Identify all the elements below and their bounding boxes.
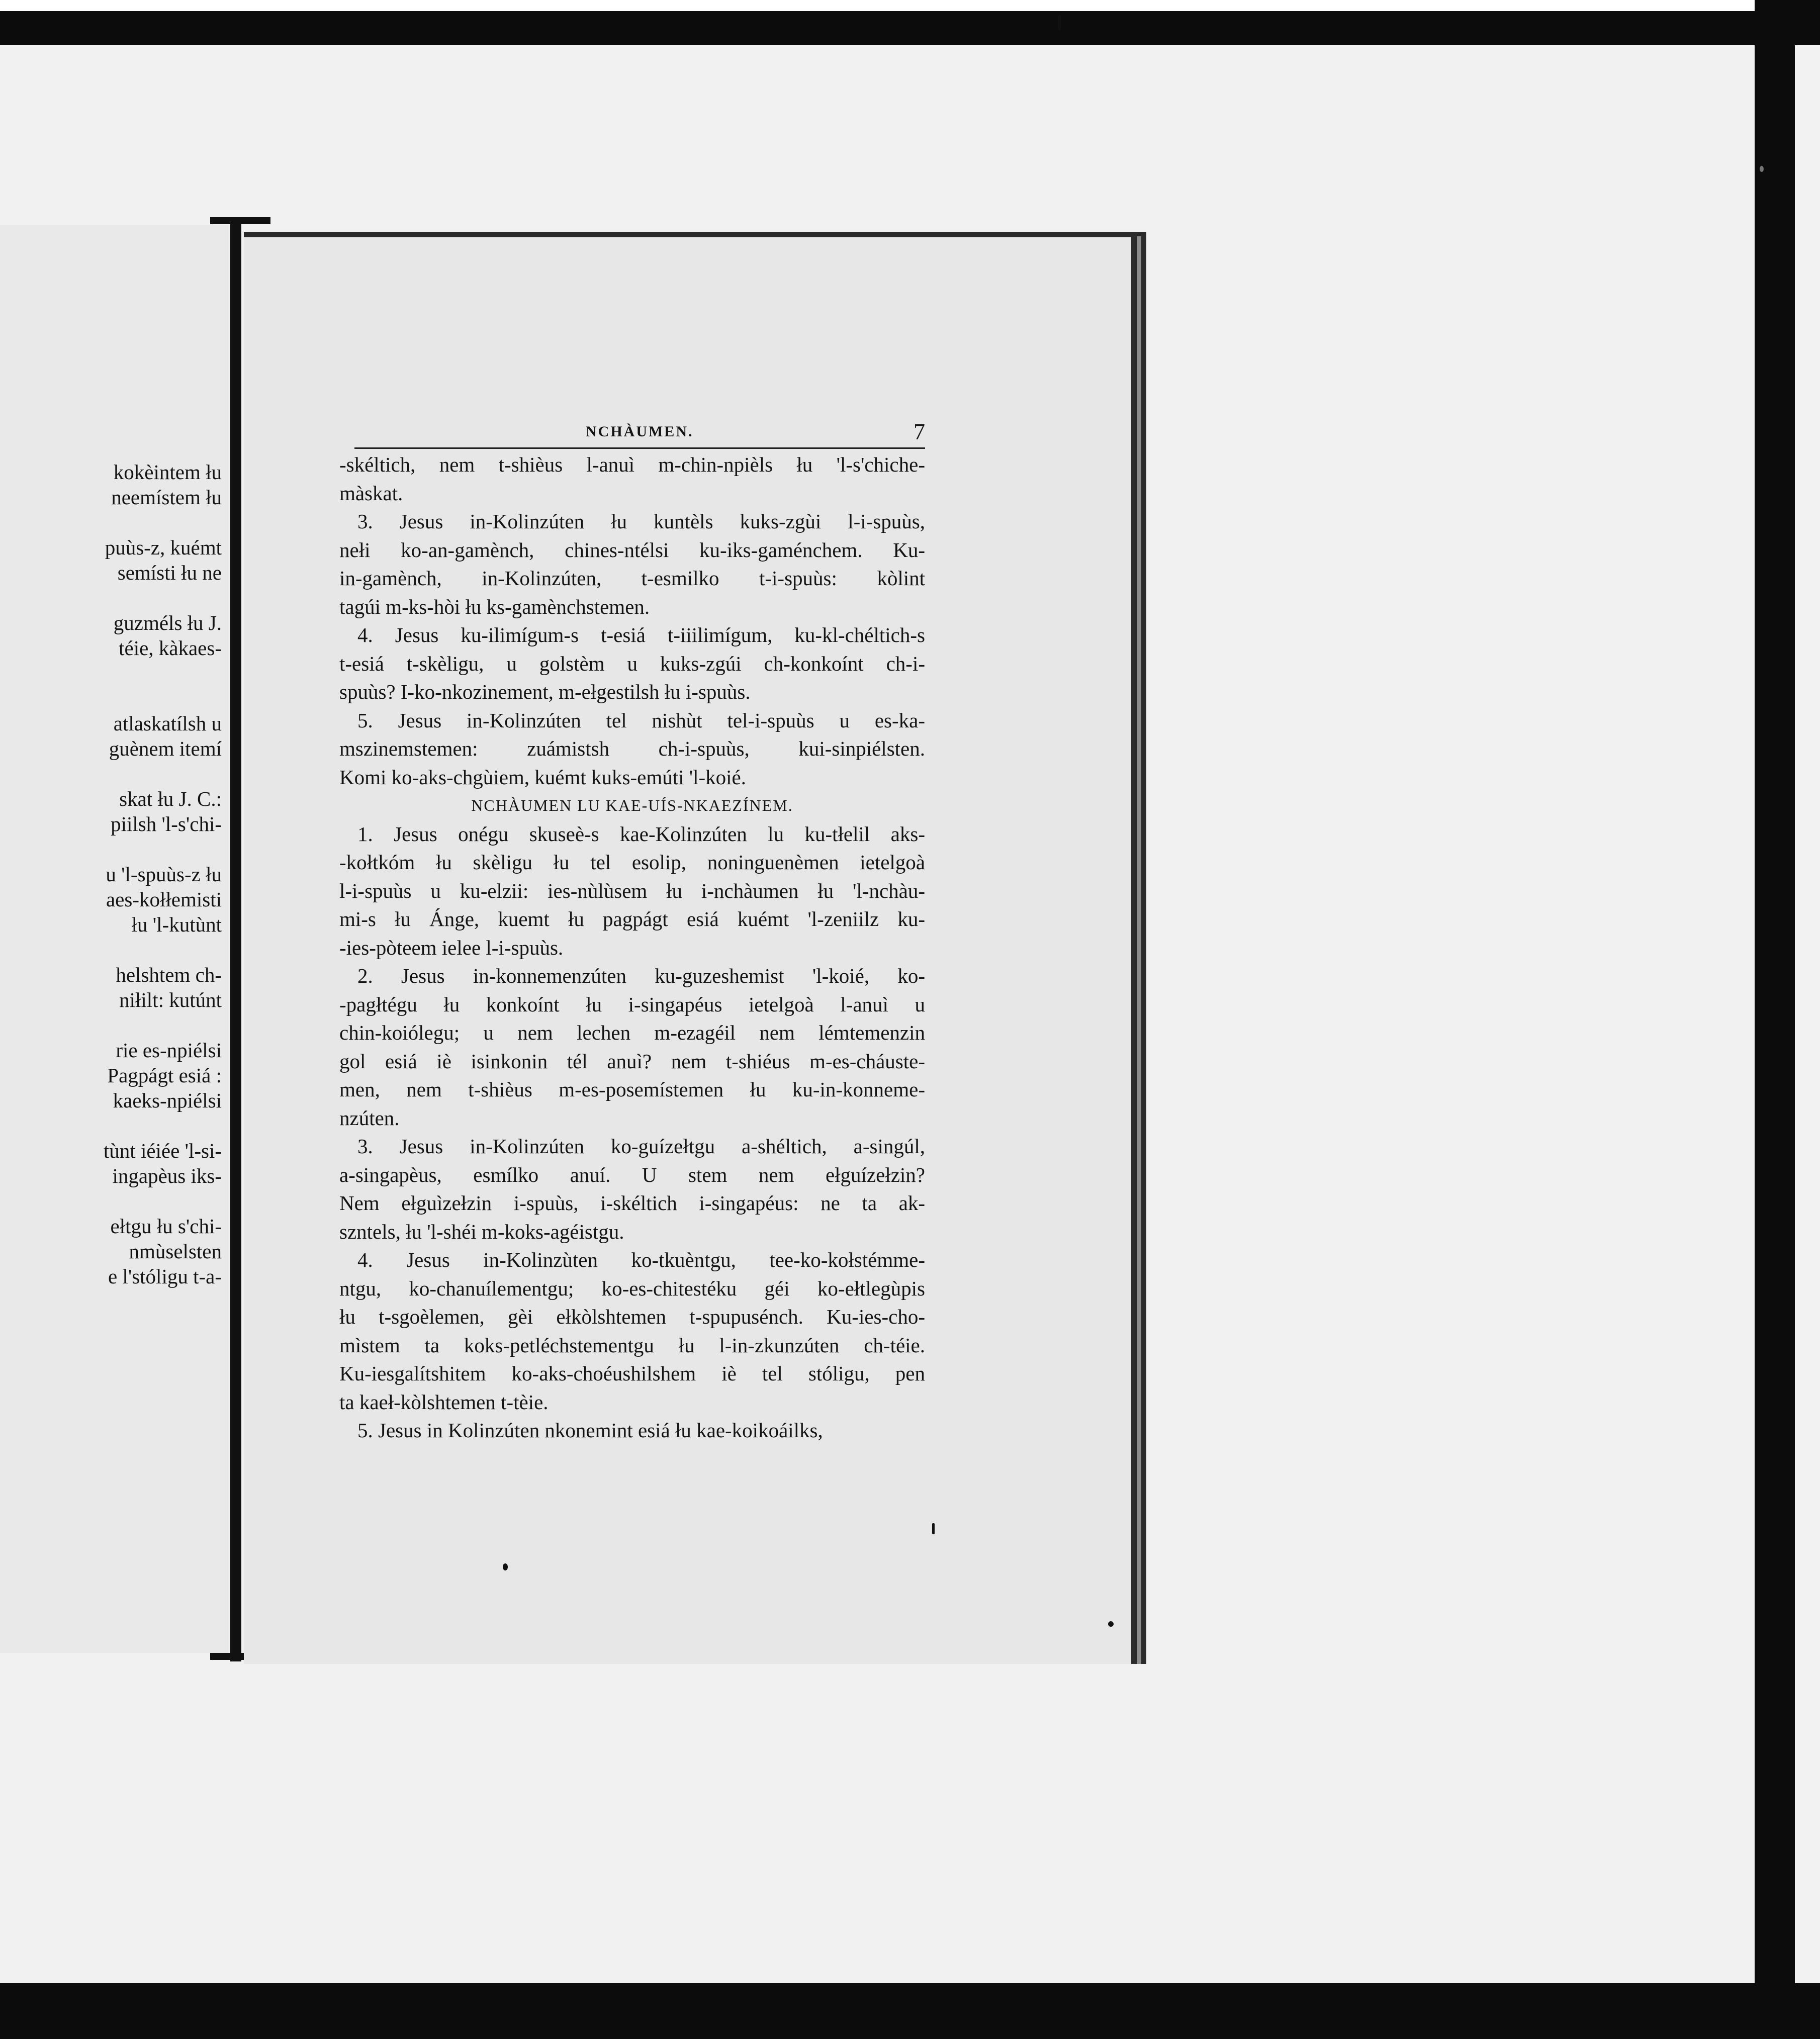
text-line: in-gamènch, in-Kolinzúten, t-esmilko t-i-spuùs: kòlint	[339, 567, 925, 590]
text-line: -ies-pòteem ielee l-i-spuùs.	[339, 936, 564, 959]
text-line: gol esiá iè isinkonin tél anuì? nem t-shiéus m-es-cháuste-	[339, 1049, 925, 1073]
left-page-text-line: guzméls łu J.	[113, 611, 222, 634]
text-line: màskat.	[339, 481, 403, 505]
text-line: 1. Jesus onégu skuseè-s kae-Kolinzúten lu ku-tłelil aks-	[357, 822, 925, 846]
left-page-text-line: semísti łu ne	[117, 561, 222, 584]
text-line: -kołtkóm łu skèligu łu tel esolip, noninguenèmen ietelgoà	[339, 851, 925, 874]
text-line: 2. Jesus in-konnemenzúten ku-guzeshemist 'l-koié, ko-	[357, 964, 925, 987]
left-page-text-line: atlaskatílsh u	[113, 712, 222, 735]
text-line: Ku-iesgalítshitem ko-aks-choéushilshem iè tel stóligu, pen	[339, 1362, 925, 1385]
left-page-text-line: téie, kàkaes-	[119, 636, 222, 660]
left-page-text-line: skat łu J. C.:	[119, 787, 222, 810]
text-line: l-i-spuùs u ku-elzii: ies-nùlùsem łu i-nchàumen łu 'l-nchàu-	[339, 879, 925, 902]
dust-speck	[1058, 15, 1061, 30]
left-page-text-line: niłilt: kutúnt	[119, 988, 222, 1011]
text-line: a-singapèus, esmílko anuí. U stem nem ełguízełzin?	[339, 1163, 925, 1186]
text-line: 5. Jesus in Kolinzúten nkonemint esiá łu kae-koikoáilks,	[357, 1419, 823, 1442]
left-page-text-line: ingapèus iks-	[112, 1164, 222, 1187]
page-header	[354, 419, 925, 449]
left-page-text-line: ełtgu łu s'chi-	[110, 1215, 222, 1238]
text-line: -pagłtégu łu konkoínt łu i-singapéus ietelgoà l-anuì u	[339, 992, 925, 1016]
text-line: 5. Jesus in-Kolinzúten tel nishùt tel-i-spuùs u es-ka-	[357, 708, 925, 732]
text-line: 4. Jesus in-Kolinzùten ko-tkuèntgu, tee-ko-kołstémme-	[357, 1248, 925, 1271]
text-line: 3. Jesus in-Kolinzúten łu kuntèls kuks-zgùi l-i-spuùs,	[357, 510, 925, 533]
text-line: spuùs? I-ko-nkozinement, m-ełgestilsh łu i-spuùs.	[339, 680, 751, 703]
left-page-text-line: neemístem łu	[111, 486, 222, 509]
film-border-bottom	[0, 1983, 1820, 2039]
left-page-text-line: Pagpágt esiá :	[107, 1064, 222, 1087]
left-page-text-line: u 'l-spuùs-z łu	[106, 863, 222, 886]
text-line: Nem ełguìzełzin i-spuùs, i-skéltich i-singapéus: ne ta ak-	[339, 1191, 925, 1215]
film-border-right-edge	[1795, 45, 1820, 1983]
text-line: mszinemstemen: zuámistsh ch-i-spuùs, kui-sinpiélsten.	[339, 737, 925, 760]
left-page-text-line: e l'stóligu t-a-	[108, 1265, 222, 1288]
left-page-text-line: łu 'l-kutùnt	[131, 913, 222, 936]
text-line: łu t-sgoèlemen, gèi ełkòlshtemen t-spupusénch. Ku-ies-cho-	[339, 1305, 925, 1328]
left-page-text-line: puùs-z, kuémt	[105, 536, 222, 559]
text-line: nzúten.	[339, 1106, 400, 1130]
text-line: nełi ko-an-gamènch, chines-ntélsi ku-iks-gaménchem. Ku-	[339, 538, 925, 562]
text-line: chin-koiólegu; u nem lechen m-ezagéil nem lémtemenzin	[339, 1021, 925, 1044]
left-page-text-line: aes-kołłemisti	[106, 888, 222, 911]
left-page-text-line: helshtem ch-	[116, 963, 222, 986]
running-head: NCHÀUMEN.	[586, 423, 694, 440]
dust-speck	[1108, 1621, 1114, 1627]
text-line: 4. Jesus ku-ilimígum-s t-esiá t-iiilimígum, ku-kl-chéltich-s	[357, 623, 925, 646]
text-line: ntgu, ko-chanuílementgu; ko-es-chitestéku géi ko-ełtlegùpis	[339, 1276, 925, 1300]
text-line: szntels, łu 'l-shéi m-koks-agéistgu.	[339, 1220, 624, 1243]
text-line: mi-s łu Ánge, kuemt łu pagpágt esiá kuémt 'l-zeniilz ku-	[339, 907, 925, 931]
left-page-text-line: tùnt iéiée 'l-si-	[103, 1139, 222, 1162]
left-page-text-line: nmùselsten	[129, 1240, 222, 1263]
dust-speck	[1760, 166, 1764, 172]
dust-speck	[932, 1523, 935, 1534]
text-line: tagúi m-ks-hòi łu ks-gamènchstemen.	[339, 595, 650, 618]
page-top-edge	[244, 232, 1146, 237]
dust-speck	[503, 1563, 508, 1570]
text-line: t-esiá t-skèligu, u golstèm u kuks-zgúi ch-konkoínt ch-i-	[339, 652, 925, 675]
text-line: -skéltich, nem t-shièus l-anuì m-chin-npièls łu 'l-s'chiche-	[339, 453, 925, 476]
text-line: 3. Jesus in-Kolinzúten ko-guízełtgu a-shéltich, a-singúl,	[357, 1135, 925, 1158]
left-page-text-line: kaeks-npiélsi	[113, 1089, 222, 1112]
section-heading: NCHÀUMEN LU KAE-UÍS-NKAEZÍNEM.	[471, 796, 793, 814]
left-page	[0, 225, 229, 1653]
text-line: ta kaeł-kòlshtemen t-tèie.	[339, 1390, 549, 1414]
left-page-text-line: guènem itemí	[109, 737, 222, 760]
left-page-text-line: kokèintem łu	[113, 460, 222, 484]
page-body	[339, 450, 925, 1445]
text-line: mìstem ta koks-petléchstementgu łu l-in-zkunzúten ch-téie.	[339, 1333, 925, 1357]
text-line: Komi ko-aks-chgùiem, kuémt kuks-emúti 'l-koié.	[339, 765, 747, 789]
left-page-text-line: rie es-npiélsi	[116, 1039, 222, 1062]
text-line: men, nem t-shièus m-es-posemístemen łu ku-in-konneme-	[339, 1078, 925, 1101]
book-spine	[230, 221, 241, 1661]
left-page-text-line: piilsh 'l-s'chi-	[111, 812, 222, 836]
page-stack-edge-highlight	[1137, 236, 1141, 1664]
page-number: 7	[914, 419, 925, 444]
film-border-top-highlight	[0, 0, 1820, 11]
